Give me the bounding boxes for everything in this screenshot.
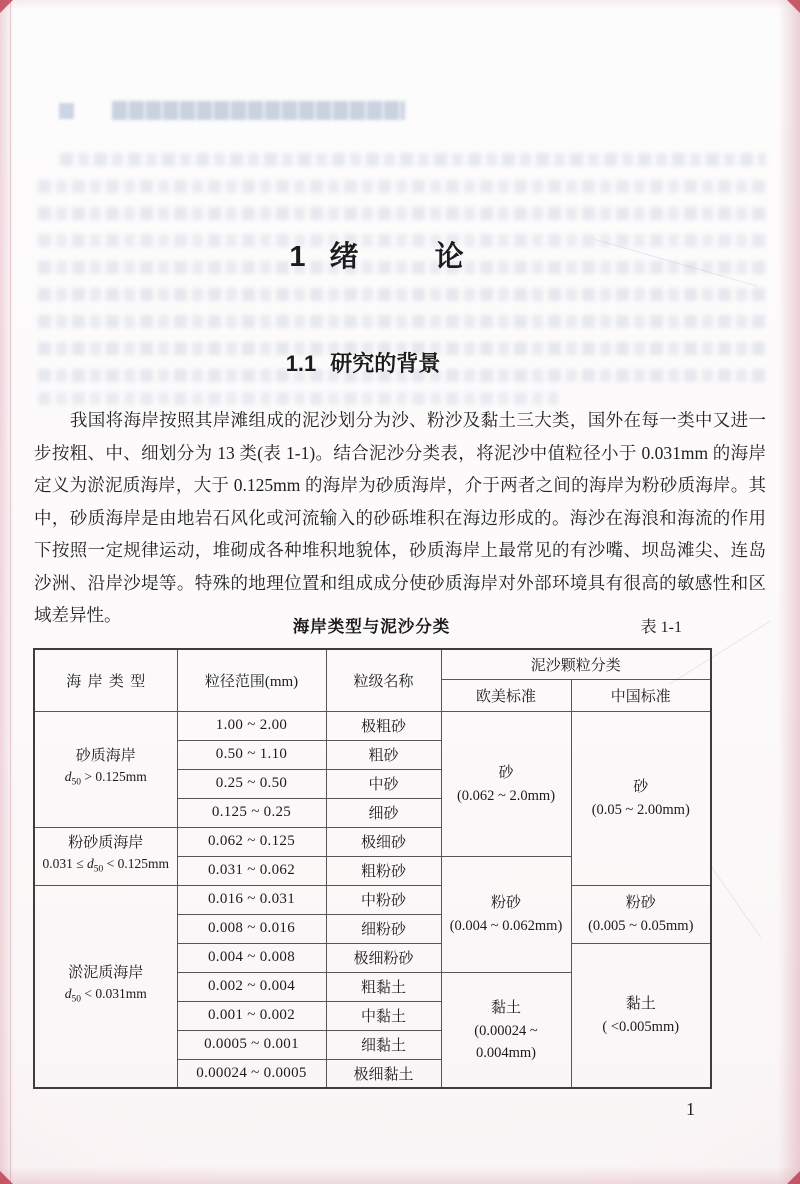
page-edge-line [10,0,11,1184]
header-classification: 泥沙颗粒分类 [441,649,711,679]
eu-us-class-cell: 砂 (0.062 ~ 2.0mm) [441,711,571,856]
grade-name-cell: 细砂 [326,798,441,827]
china-class-cell: 黏土 ( <0.005mm) [571,943,711,1088]
grade-name-cell: 细黏土 [326,1030,441,1059]
particle-range-cell: 0.031 ~ 0.062 [177,856,326,885]
eu-us-class-cell: 粉砂 (0.004 ~ 0.062mm) [441,856,571,972]
grade-name-cell: 中粉砂 [326,885,441,914]
particle-range-cell: 0.016 ~ 0.031 [177,885,326,914]
grade-name-cell: 中砂 [326,769,441,798]
chapter-title-char: 绪 [329,241,359,273]
chapter-title-char: 论 [434,241,464,273]
particle-range-cell: 0.0005 ~ 0.001 [177,1030,326,1059]
page-edge-tint-right [778,0,800,1184]
eu-us-class-cell: 黏土 (0.00024 ~ 0.004mm) [441,972,571,1088]
coast-type-cell: 粉砂质海岸 $0.031 \le d_{50} < 0.125mm$ [34,827,177,885]
header-size-range: 粒径范围(mm) [177,649,326,711]
header-coast-type: 海岸类型 [34,649,177,711]
particle-range-cell: 0.002 ~ 0.004 [177,972,326,1001]
grade-name-cell: 细粉砂 [326,914,441,943]
bleed-through-line [38,288,766,301]
header-grade-name: 粒级名称 [326,649,441,711]
particle-range-cell: 0.008 ~ 0.016 [177,914,326,943]
table-row [34,885,711,914]
sediment-classification-table [33,648,712,1089]
body-paragraph: 我国将海岸按照其岸滩组成的泥沙划分为沙、粉沙及黏土三大类，国外在每一类中又进一步按粗、中、细划分为 13 类(表 1-1)。结合泥沙分类表，将泥沙中值粒径小于 0.031mm 的海岸定义为淤泥质海岸，大于 0.125mm 的海岸为砂质海岸，介于两者之间的海岸为粉砂质海岸。其中，砂质海岸是由地岩石风化或河流输入的砂砾堆积在海边形成的。海沙在海浪和海流的作用下按照一定规律运动，堆砌成各种堆积地貌体，砂质海岸上最常见的有沙嘴、坝岛滩尖、连岛沙洲、沿岸沙堤等。特殊的地理位置和组成成分使砂质海岸对外部环境具有很高的敏感性和区域差异性。 [34,410,766,625]
china-class-cell: 粉砂 (0.005 ~ 0.05mm) [571,885,711,943]
particle-range-cell: 0.50 ~ 1.10 [177,740,326,769]
header-china-standard: 中国标准 [571,679,711,711]
particle-range-cell: 1.00 ~ 2.00 [177,711,326,740]
page-edge-tint-top [0,0,800,10]
chapter-number: 1 [289,241,306,273]
bleed-through-line [38,180,766,193]
header-eu-us-standard: 欧美标准 [441,679,571,711]
scan-scratch [709,863,761,937]
bleed-through-heading [112,101,405,120]
bleed-through-mark [59,103,74,119]
china-class-cell: 砂 (0.05 ~ 2.00mm) [571,711,711,885]
table-caption: 海岸类型与泥沙分类 [292,618,451,636]
particle-range-cell: 0.25 ~ 0.50 [177,769,326,798]
page-edge-tint-left [0,0,14,1184]
chapter-heading [33,234,720,273]
particle-range-cell: 0.004 ~ 0.008 [177,943,326,972]
section-title: 研究的背景 [330,351,441,376]
grade-name-cell: 极粗砂 [326,711,441,740]
particle-range-cell: 0.001 ~ 0.002 [177,1001,326,1030]
bleed-through-line [38,315,766,328]
grade-name-cell: 中黏土 [326,1001,441,1030]
grade-name-cell: 极细砂 [326,827,441,856]
grade-name-cell: 粗砂 [326,740,441,769]
scan-corner-mark [0,0,13,13]
particle-range-cell: 0.062 ~ 0.125 [177,827,326,856]
bleed-through-line [38,207,766,220]
scan-corner-mark [787,1171,800,1184]
particle-range-cell: 0.125 ~ 0.25 [177,798,326,827]
section-heading [33,347,693,375]
grade-name-cell: 粗粉砂 [326,856,441,885]
grade-name-cell: 极细黏土 [326,1059,441,1088]
scan-corner-mark [787,0,800,13]
grade-name-cell: 极细粉砂 [326,943,441,972]
scan-corner-mark [0,1171,13,1184]
section-number: 1.1 [285,351,317,376]
table-label: 表 1-1 [640,619,682,636]
table-caption-row [33,613,710,637]
page-number: 1 [686,1099,695,1119]
table-row [34,711,711,740]
coast-type-cell: 淤泥质海岸 $d_{50} < 0.031mm$ [34,885,177,1088]
particle-range-cell: 0.00024 ~ 0.0005 [177,1059,326,1088]
bleed-through-line [60,153,766,166]
grade-name-cell: 粗黏土 [326,972,441,1001]
page-edge-tint-bottom [0,1166,800,1184]
coast-type-cell: 砂质海岸 $d_{50} > 0.125mm$ [34,711,177,827]
